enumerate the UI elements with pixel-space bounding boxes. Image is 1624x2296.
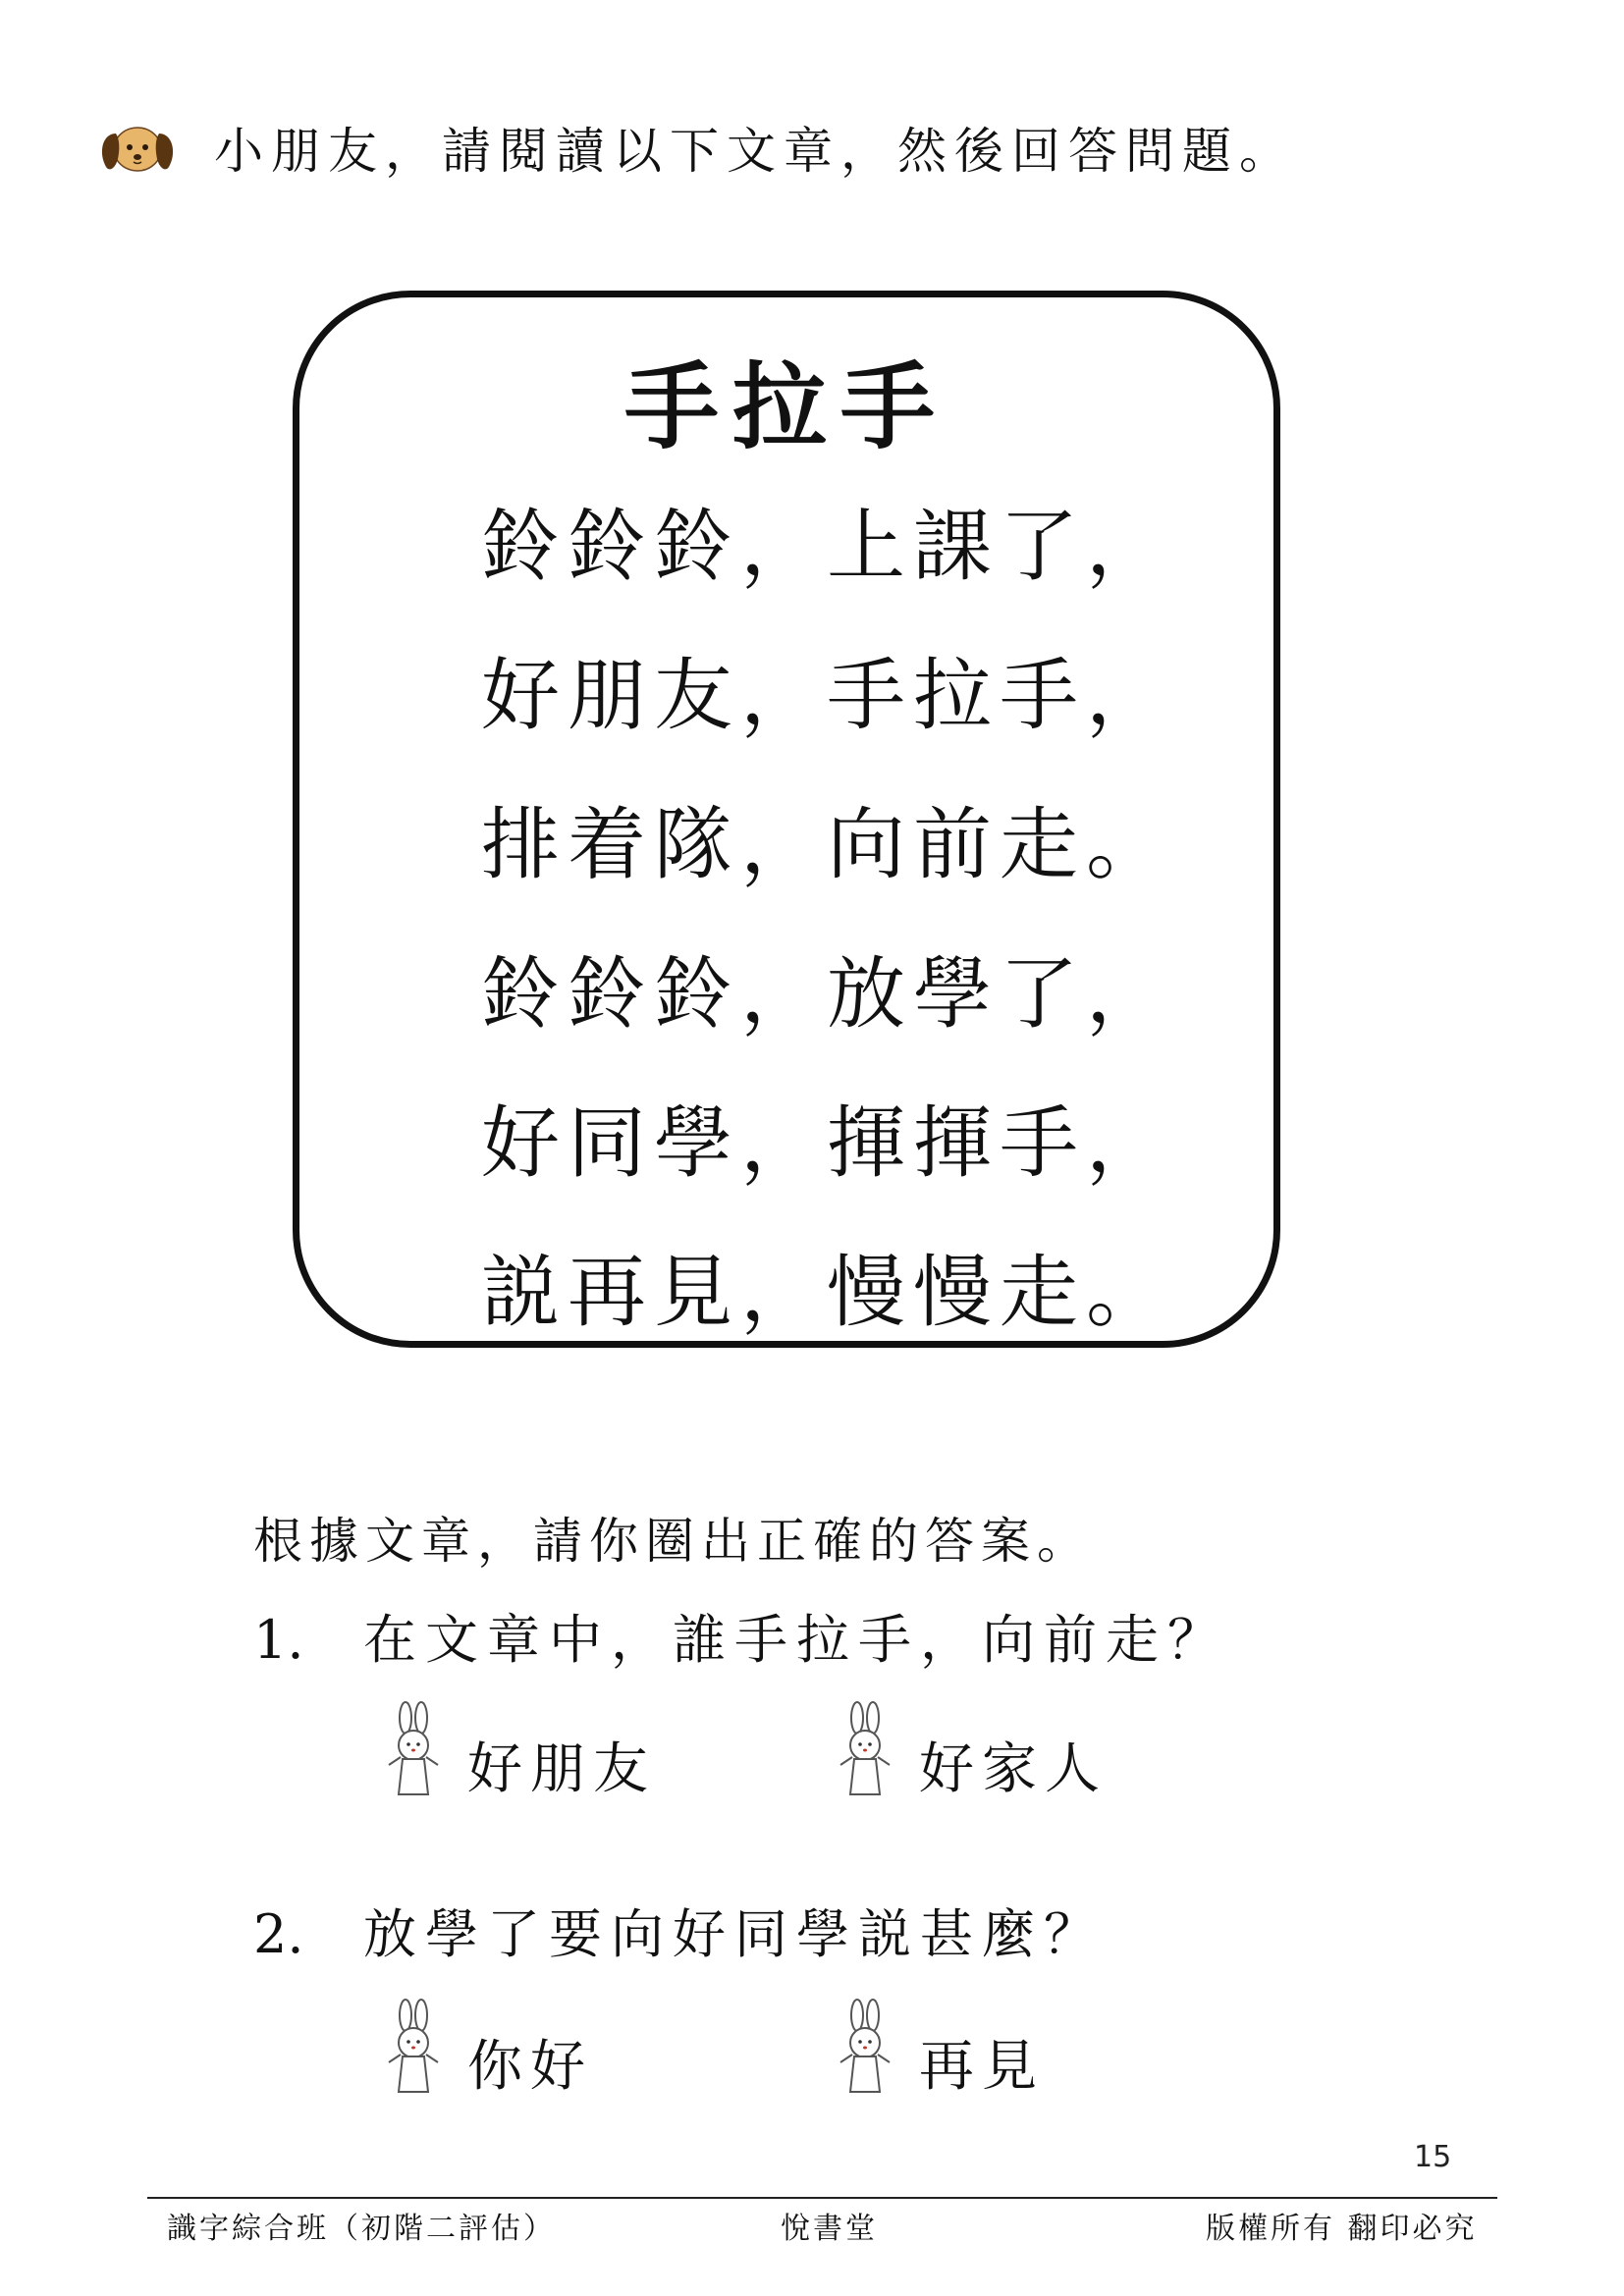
footer-course-name: 識字綜合班（初階二評估）	[167, 2212, 556, 2246]
answer-option-q1-a[interactable]	[381, 1690, 656, 1801]
poem-lines	[481, 472, 1227, 1367]
page-number: 15	[1414, 2140, 1452, 2174]
rabbit-icon	[381, 1700, 446, 1798]
question-1	[253, 1598, 1229, 1674]
poem-line: 好同學，揮揮手，	[481, 1097, 1172, 1189]
option-text: 再見	[919, 2035, 1045, 2099]
option-text: 你好	[467, 2035, 593, 2099]
answer-option-q1-b[interactable]	[833, 1690, 1108, 1801]
exercise-prompt: 根據文章，請你圈出正確的答案。	[253, 1513, 1093, 1570]
poem-line: 鈴鈴鈴，上課了，	[481, 501, 1172, 592]
option-text: 好家人	[919, 1737, 1108, 1801]
footer-publisher: 悅書堂	[781, 2212, 878, 2246]
question-number: 1.	[253, 1609, 304, 1671]
rabbit-icon	[381, 1998, 446, 2096]
footer-divider	[147, 2197, 1497, 2199]
rabbit-icon	[833, 1700, 897, 1798]
dog-face-icon	[98, 118, 177, 177]
rabbit-icon	[833, 1998, 897, 2096]
poem-line: 好朋友，手拉手，	[481, 650, 1172, 741]
poem-box	[293, 291, 1280, 1348]
poem-line: 鈴鈴鈴，放學了，	[481, 948, 1172, 1040]
poem-line: 排着隊，向前走。	[481, 799, 1172, 890]
footer-copyright: 版權所有 翻印必究	[1206, 2212, 1478, 2246]
poem-line: 説再見，慢慢走。	[481, 1247, 1172, 1338]
instruction-text: 小朋友，請閱讀以下文章，然後回答問題。	[214, 123, 1296, 180]
instruction-row	[98, 113, 1296, 182]
answer-option-q2-a[interactable]	[381, 1988, 593, 2099]
answer-option-q2-b[interactable]	[833, 1988, 1045, 2099]
question-text: 放學了要向好同學説甚麼？	[363, 1903, 1106, 1965]
question-2	[253, 1893, 1106, 1968]
question-number: 2.	[253, 1903, 304, 1965]
poem-title: 手拉手	[624, 352, 948, 462]
question-text: 在文章中，誰手拉手，向前走？	[363, 1609, 1229, 1671]
option-text: 好朋友	[467, 1737, 656, 1801]
